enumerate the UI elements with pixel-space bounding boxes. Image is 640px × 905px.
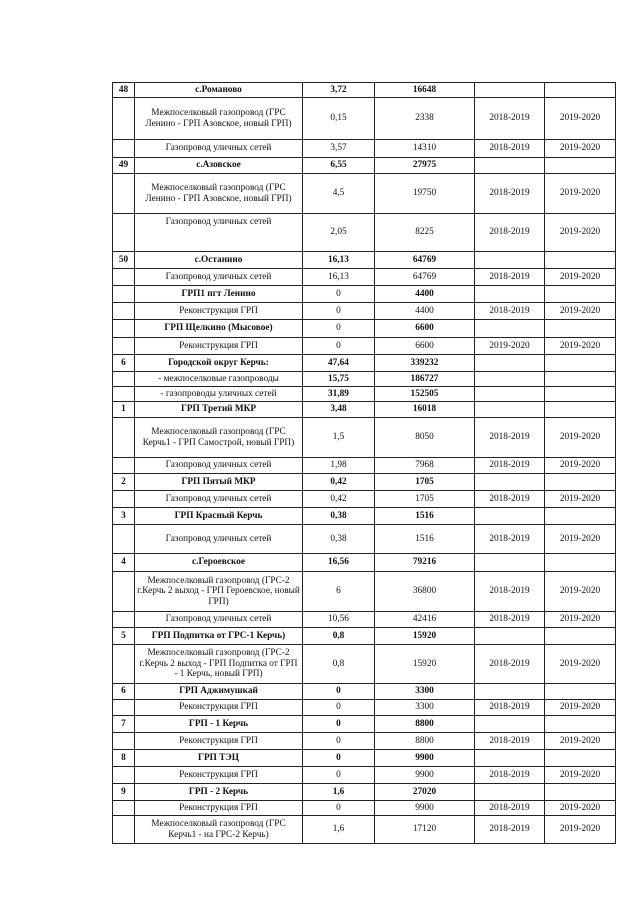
row-number-cell [113, 801, 135, 816]
end-period-cell [545, 387, 616, 402]
end-period-cell: 2019-2020 [545, 338, 616, 355]
cost-cell: 8050 [375, 418, 475, 458]
cost-cell: 17120 [375, 816, 475, 844]
object-name-cell: с.Останино [135, 252, 303, 269]
end-period-cell: 2019-2020 [545, 612, 616, 628]
cost-cell: 8800 [375, 716, 475, 733]
start-period-cell: 2018-2019 [475, 816, 545, 844]
end-period-cell [545, 716, 616, 733]
end-period-cell: 2019-2020 [545, 525, 616, 554]
length-km-cell: 0 [303, 320, 375, 338]
row-number-cell [113, 418, 135, 458]
table-row [113, 458, 616, 474]
length-km-cell: 3,48 [303, 402, 375, 418]
start-period-cell: 2018-2019 [475, 733, 545, 750]
pipeline-table [112, 82, 616, 844]
row-number-cell: 49 [113, 158, 135, 174]
table-row [113, 320, 616, 338]
length-km-cell: 0,8 [303, 645, 375, 684]
start-period-cell [475, 372, 545, 387]
cost-cell: 9900 [375, 750, 475, 767]
table-row [113, 83, 616, 98]
length-km-cell: 1,6 [303, 784, 375, 801]
end-period-cell: 2019-2020 [545, 572, 616, 612]
row-number-cell [113, 816, 135, 844]
cost-cell: 1705 [375, 474, 475, 491]
length-km-cell: 0 [303, 338, 375, 355]
end-period-cell [545, 355, 616, 372]
row-number-cell [113, 525, 135, 554]
row-number-cell [113, 174, 135, 214]
cost-cell: 8800 [375, 733, 475, 750]
row-number-cell [113, 572, 135, 612]
length-km-cell: 47,64 [303, 355, 375, 372]
cost-cell: 64769 [375, 252, 475, 269]
object-name-cell: Газопровод уличных сетей [135, 458, 303, 474]
object-name-cell: Межпоселковый газопровод (ГРС Керчь1 - на ГРС-2 Керчь) [135, 816, 303, 844]
cost-cell: 6600 [375, 338, 475, 355]
table-row [113, 525, 616, 554]
table-row [113, 338, 616, 355]
table-row [113, 491, 616, 508]
end-period-cell: 2019-2020 [545, 491, 616, 508]
start-period-cell [475, 684, 545, 700]
row-number-cell: 7 [113, 716, 135, 733]
cost-cell: 16018 [375, 402, 475, 418]
end-period-cell: 2019-2020 [545, 98, 616, 140]
end-period-cell: 2019-2020 [545, 174, 616, 214]
start-period-cell [475, 252, 545, 269]
cost-cell: 64769 [375, 269, 475, 286]
object-name-cell: Реконструкция ГРП [135, 767, 303, 784]
object-name-cell: с.Романово [135, 83, 303, 98]
table-row [113, 628, 616, 645]
table-row [113, 303, 616, 320]
object-name-cell: Газопровод уличных сетей [135, 214, 303, 252]
cost-cell: 1516 [375, 508, 475, 525]
start-period-cell: 2018-2019 [475, 525, 545, 554]
end-period-cell [545, 83, 616, 98]
object-name-cell: - газопроводы уличных сетей [135, 387, 303, 402]
object-name-cell: ГРП1 пгт Ленино [135, 286, 303, 303]
table-row [113, 418, 616, 458]
table-row [113, 387, 616, 402]
length-km-cell: 0 [303, 767, 375, 784]
object-name-cell: Реконструкция ГРП [135, 801, 303, 816]
length-km-cell: 1,6 [303, 816, 375, 844]
row-number-cell [113, 491, 135, 508]
start-period-cell: 2018-2019 [475, 174, 545, 214]
table-row [113, 355, 616, 372]
table-row [113, 286, 616, 303]
object-name-cell: ГРП Пятый МКР [135, 474, 303, 491]
table-row [113, 158, 616, 174]
length-km-cell: 4,5 [303, 174, 375, 214]
end-period-cell [545, 554, 616, 572]
start-period-cell [475, 784, 545, 801]
start-period-cell [475, 554, 545, 572]
length-km-cell: 0 [303, 684, 375, 700]
cost-cell: 9900 [375, 801, 475, 816]
length-km-cell: 6,55 [303, 158, 375, 174]
cost-cell: 27975 [375, 158, 475, 174]
end-period-cell: 2019-2020 [545, 140, 616, 158]
object-name-cell: ГРП - 2 Керчь [135, 784, 303, 801]
length-km-cell: 3,72 [303, 83, 375, 98]
start-period-cell [475, 320, 545, 338]
object-name-cell: Газопровод уличных сетей [135, 612, 303, 628]
length-km-cell: 15,75 [303, 372, 375, 387]
start-period-cell: 2018-2019 [475, 767, 545, 784]
object-name-cell: ГРП - 1 Керчь [135, 716, 303, 733]
row-number-cell: 5 [113, 628, 135, 645]
end-period-cell: 2019-2020 [545, 733, 616, 750]
start-period-cell: 2018-2019 [475, 418, 545, 458]
row-number-cell [113, 320, 135, 338]
cost-cell: 4400 [375, 303, 475, 320]
table-row [113, 716, 616, 733]
length-km-cell: 6 [303, 572, 375, 612]
table-row [113, 816, 616, 844]
start-period-cell [475, 286, 545, 303]
start-period-cell [475, 628, 545, 645]
object-name-cell: с.Азовское [135, 158, 303, 174]
length-km-cell: 3,57 [303, 140, 375, 158]
object-name-cell: Реконструкция ГРП [135, 303, 303, 320]
start-period-cell [475, 355, 545, 372]
table-row [113, 733, 616, 750]
row-number-cell [113, 214, 135, 252]
table-row [113, 372, 616, 387]
object-name-cell: Межпоселковый газопровод (ГРС-2 г.Керчь 2 выход - ГРП Героевское, новый ГРП) [135, 572, 303, 612]
start-period-cell: 2018-2019 [475, 269, 545, 286]
row-number-cell: 48 [113, 83, 135, 98]
end-period-cell [545, 684, 616, 700]
start-period-cell [475, 474, 545, 491]
cost-cell: 339232 [375, 355, 475, 372]
row-number-cell [113, 458, 135, 474]
table-row [113, 402, 616, 418]
start-period-cell: 2018-2019 [475, 572, 545, 612]
length-km-cell: 0 [303, 733, 375, 750]
row-number-cell: 6 [113, 355, 135, 372]
cost-cell: 4400 [375, 286, 475, 303]
row-number-cell: 3 [113, 508, 135, 525]
table-row [113, 612, 616, 628]
cost-cell: 152505 [375, 387, 475, 402]
start-period-cell: 2018-2019 [475, 214, 545, 252]
end-period-cell [545, 286, 616, 303]
row-number-cell [113, 733, 135, 750]
start-period-cell: 2018-2019 [475, 612, 545, 628]
start-period-cell [475, 402, 545, 418]
end-period-cell [545, 320, 616, 338]
cost-cell: 8225 [375, 214, 475, 252]
object-name-cell: ГРП Аджимушкай [135, 684, 303, 700]
start-period-cell: 2018-2019 [475, 645, 545, 684]
end-period-cell [545, 158, 616, 174]
object-name-cell: Межпоселковый газопровод (ГРС Ленино - ГРП Азовское, новый ГРП) [135, 98, 303, 140]
row-number-cell [113, 140, 135, 158]
table-row [113, 508, 616, 525]
start-period-cell: 2018-2019 [475, 700, 545, 716]
row-number-cell [113, 338, 135, 355]
object-name-cell: Реконструкция ГРП [135, 700, 303, 716]
cost-cell: 15920 [375, 645, 475, 684]
end-period-cell: 2019-2020 [545, 645, 616, 684]
start-period-cell: 2018-2019 [475, 303, 545, 320]
start-period-cell: 2018-2019 [475, 140, 545, 158]
length-km-cell: 0 [303, 303, 375, 320]
cost-cell: 79216 [375, 554, 475, 572]
object-name-cell: Городской округ Керчь: [135, 355, 303, 372]
cost-cell: 15920 [375, 628, 475, 645]
table-row [113, 645, 616, 684]
end-period-cell [545, 372, 616, 387]
end-period-cell [545, 508, 616, 525]
object-name-cell: ГРП Красный Керчь [135, 508, 303, 525]
cost-cell: 1705 [375, 491, 475, 508]
end-period-cell [545, 252, 616, 269]
cost-cell: 9900 [375, 767, 475, 784]
cost-cell: 42416 [375, 612, 475, 628]
table-row [113, 572, 616, 612]
row-number-cell: 4 [113, 554, 135, 572]
table-row [113, 174, 616, 214]
start-period-cell [475, 716, 545, 733]
end-period-cell: 2019-2020 [545, 801, 616, 816]
table-row [113, 784, 616, 801]
table-body [113, 83, 616, 844]
row-number-cell [113, 372, 135, 387]
start-period-cell [475, 387, 545, 402]
row-number-cell [113, 645, 135, 684]
object-name-cell: ГРП ТЭЦ [135, 750, 303, 767]
end-period-cell: 2019-2020 [545, 418, 616, 458]
table-row [113, 554, 616, 572]
object-name-cell: - межпоселковые газопроводы [135, 372, 303, 387]
start-period-cell: 2018-2019 [475, 458, 545, 474]
cost-cell: 2338 [375, 98, 475, 140]
object-name-cell: Газопровод уличных сетей [135, 140, 303, 158]
object-name-cell: Межпоселковый газопровод (ГРС-2 г.Керчь 2 выход - ГРП Подпитка от ГРП - 1 Керчь, новый ГРП) [135, 645, 303, 684]
length-km-cell: 16,13 [303, 269, 375, 286]
row-number-cell: 8 [113, 750, 135, 767]
length-km-cell: 0,8 [303, 628, 375, 645]
object-name-cell: с.Героевское [135, 554, 303, 572]
end-period-cell [545, 784, 616, 801]
start-period-cell: 2019-2020 [475, 338, 545, 355]
table-row [113, 98, 616, 140]
object-name-cell: Межпоселковый газопровод (ГРС Керчь1 - ГРП Самострой, новый ГРП) [135, 418, 303, 458]
cost-cell: 27020 [375, 784, 475, 801]
table-row [113, 269, 616, 286]
cost-cell: 6600 [375, 320, 475, 338]
table-row [113, 252, 616, 269]
start-period-cell [475, 83, 545, 98]
length-km-cell: 2,05 [303, 214, 375, 252]
row-number-cell: 2 [113, 474, 135, 491]
cost-cell: 3300 [375, 684, 475, 700]
object-name-cell: ГРП Подпитка от ГРС-1 Керчь) [135, 628, 303, 645]
object-name-cell: Реконструкция ГРП [135, 733, 303, 750]
row-number-cell [113, 286, 135, 303]
end-period-cell: 2019-2020 [545, 767, 616, 784]
row-number-cell [113, 269, 135, 286]
object-name-cell: Газопровод уличных сетей [135, 491, 303, 508]
row-number-cell [113, 98, 135, 140]
object-name-cell: Реконструкция ГРП [135, 338, 303, 355]
end-period-cell: 2019-2020 [545, 700, 616, 716]
row-number-cell: 1 [113, 402, 135, 418]
end-period-cell: 2019-2020 [545, 269, 616, 286]
start-period-cell: 2018-2019 [475, 491, 545, 508]
end-period-cell [545, 750, 616, 767]
cost-cell: 16648 [375, 83, 475, 98]
cost-cell: 186727 [375, 372, 475, 387]
row-number-cell [113, 612, 135, 628]
row-number-cell: 6 [113, 684, 135, 700]
length-km-cell: 31,89 [303, 387, 375, 402]
object-name-cell: Межпоселковый газопровод (ГРС Ленино - ГРП Азовское, новый ГРП) [135, 174, 303, 214]
end-period-cell: 2019-2020 [545, 214, 616, 252]
length-km-cell: 16,56 [303, 554, 375, 572]
end-period-cell [545, 474, 616, 491]
cost-cell: 36800 [375, 572, 475, 612]
length-km-cell: 0 [303, 716, 375, 733]
start-period-cell [475, 750, 545, 767]
end-period-cell [545, 402, 616, 418]
start-period-cell: 2018-2019 [475, 98, 545, 140]
length-km-cell: 0 [303, 750, 375, 767]
object-name-cell: Газопровод уличных сетей [135, 525, 303, 554]
start-period-cell [475, 158, 545, 174]
length-km-cell: 0,15 [303, 98, 375, 140]
length-km-cell: 0 [303, 700, 375, 716]
length-km-cell: 0,38 [303, 508, 375, 525]
end-period-cell: 2019-2020 [545, 458, 616, 474]
row-number-cell [113, 303, 135, 320]
start-period-cell: 2018-2019 [475, 801, 545, 816]
table-row [113, 767, 616, 784]
cost-cell: 14310 [375, 140, 475, 158]
table-row [113, 684, 616, 700]
end-period-cell: 2019-2020 [545, 303, 616, 320]
start-period-cell [475, 508, 545, 525]
table-row [113, 750, 616, 767]
object-name-cell: Газопровод уличных сетей [135, 269, 303, 286]
end-period-cell: 2019-2020 [545, 816, 616, 844]
length-km-cell: 0 [303, 801, 375, 816]
length-km-cell: 0,42 [303, 491, 375, 508]
cost-cell: 19750 [375, 174, 475, 214]
length-km-cell: 0,42 [303, 474, 375, 491]
length-km-cell: 16,13 [303, 252, 375, 269]
length-km-cell: 0,38 [303, 525, 375, 554]
table-row [113, 700, 616, 716]
table-row [113, 474, 616, 491]
length-km-cell: 0 [303, 286, 375, 303]
end-period-cell [545, 628, 616, 645]
row-number-cell: 50 [113, 252, 135, 269]
row-number-cell [113, 767, 135, 784]
table-row [113, 214, 616, 252]
length-km-cell: 1,5 [303, 418, 375, 458]
cost-cell: 3300 [375, 700, 475, 716]
length-km-cell: 10,56 [303, 612, 375, 628]
object-name-cell: ГРП Третий МКР [135, 402, 303, 418]
cost-cell: 1516 [375, 525, 475, 554]
row-number-cell: 9 [113, 784, 135, 801]
length-km-cell: 1,98 [303, 458, 375, 474]
cost-cell: 7968 [375, 458, 475, 474]
table-row [113, 801, 616, 816]
object-name-cell: ГРП Щелкино (Мысовое) [135, 320, 303, 338]
table-row [113, 140, 616, 158]
row-number-cell [113, 387, 135, 402]
row-number-cell [113, 700, 135, 716]
